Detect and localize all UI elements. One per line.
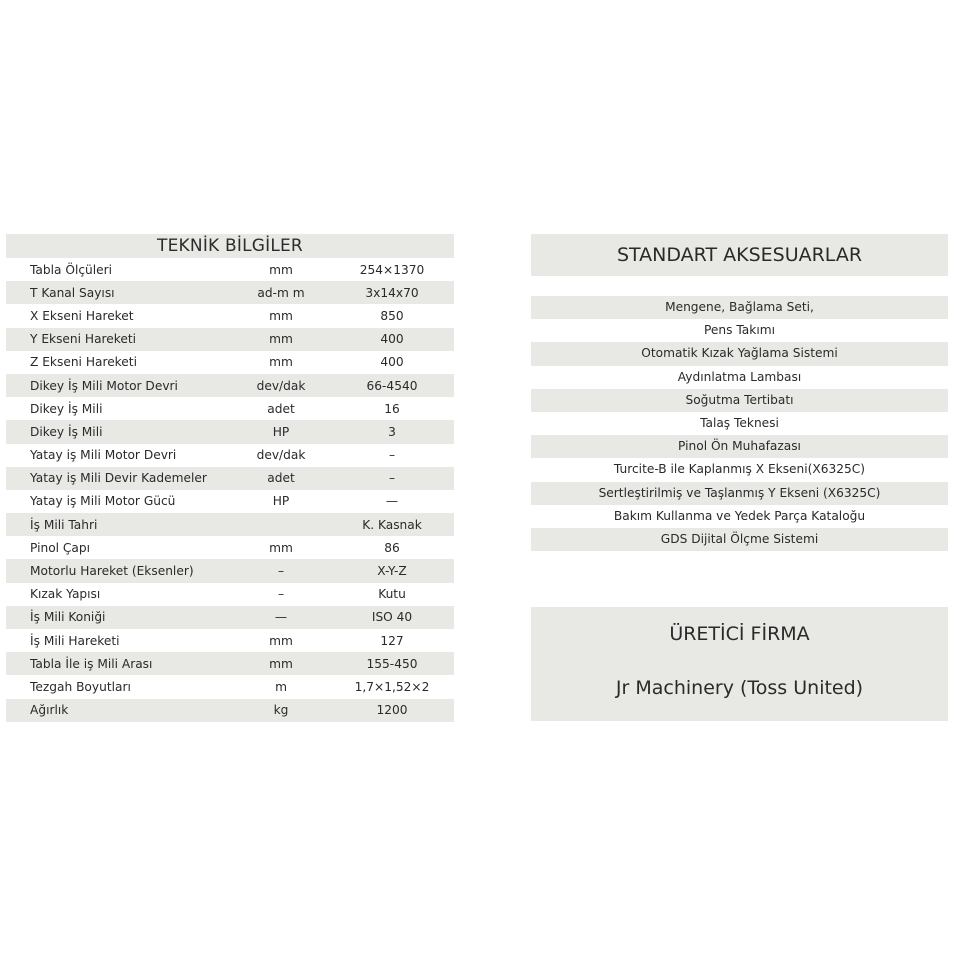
spec-value: 3: [388, 424, 396, 439]
spec-name: Dikey İş Mili Motor Devri: [30, 378, 178, 393]
spec-name: İş Mili Tahri: [30, 517, 98, 532]
accessory-item: Pinol Ön Muhafazası: [531, 435, 948, 458]
spec-unit: mm: [269, 308, 293, 323]
accessory-item: Mengene, Bağlama Seti,: [531, 296, 948, 319]
spec-unit: –: [277, 587, 285, 602]
accessory-item: Talaş Teknesi: [531, 412, 948, 435]
spec-unit: adet: [267, 471, 295, 486]
spec-value: 1200: [376, 703, 408, 718]
spec-unit: HP: [272, 424, 290, 439]
spec-name: Tabla Ölçüleri: [30, 262, 113, 277]
spec-row: [6, 652, 454, 675]
spec-unit: ad-m m: [257, 285, 305, 300]
spec-row: [6, 513, 454, 536]
spec-row: [6, 281, 454, 304]
spec-unit: kg: [273, 703, 289, 718]
spec-name: Pinol Çapı: [30, 540, 91, 555]
spec-name: İş Mili Koniği: [30, 610, 106, 625]
accessories-title: STANDART AKSESUARLAR: [531, 234, 948, 276]
spec-unit: mm: [269, 656, 293, 671]
spec-unit: dev/dak: [256, 378, 306, 393]
spec-value: 254×1370: [359, 262, 425, 277]
spec-value: –: [388, 471, 396, 486]
spec-unit: —: [274, 610, 288, 625]
spec-unit: dev/dak: [256, 448, 306, 463]
accessory-item: Bakım Kullanma ve Yedek Parça Kataloğu: [531, 505, 948, 528]
spec-unit: m: [275, 679, 287, 694]
spec-value: 400: [380, 332, 404, 347]
spec-value: 16: [384, 401, 400, 416]
manufacturer-box: [531, 607, 948, 721]
spec-name: Yatay iş Mili Devir Kademeler: [30, 471, 207, 486]
spec-value: 400: [380, 355, 404, 370]
spec-value: 66-4540: [366, 378, 418, 393]
technical-specs-title: TEKNİK BİLGİLER: [6, 234, 454, 258]
spec-row: [6, 467, 454, 490]
spec-row: [6, 420, 454, 443]
spec-name: X Ekseni Hareket: [30, 308, 134, 323]
spec-value: –: [388, 448, 396, 463]
spec-unit: mm: [269, 633, 293, 648]
spec-row: [6, 444, 454, 467]
spec-name: Dikey İş Mili: [30, 424, 103, 439]
spec-name: Kızak Yapısı: [30, 587, 101, 602]
spec-name: Z Ekseni Hareketi: [30, 355, 137, 370]
spec-value: 127: [380, 633, 404, 648]
accessory-item: Aydınlatma Lambası: [531, 366, 948, 389]
spec-unit: adet: [267, 401, 295, 416]
spec-unit: mm: [269, 540, 293, 555]
spec-name: Y Ekseni Hareketi: [30, 332, 137, 347]
spec-name: Yatay iş Mili Motor Devri: [30, 448, 177, 463]
accessory-item: Turcite-B ile Kaplanmış X Ekseni(X6325C): [531, 458, 948, 481]
spec-value: —: [385, 494, 399, 509]
spec-name: Yatay iş Mili Motor Gücü: [30, 494, 176, 509]
technical-specs-rows: [6, 258, 454, 722]
spec-value: 86: [384, 540, 400, 555]
manufacturer-title: ÜRETİCİ FİRMA: [669, 623, 810, 645]
spec-row: [6, 675, 454, 698]
spec-row: [6, 699, 454, 722]
manufacturer-name: Jr Machinery (Toss United): [615, 677, 864, 699]
accessory-item: Pens Takımı: [531, 319, 948, 342]
spec-row: [6, 374, 454, 397]
spec-value: Kutu: [378, 587, 406, 602]
accessories-list: [531, 296, 948, 551]
spec-row: [6, 559, 454, 582]
spec-row: [6, 328, 454, 351]
accessory-item: GDS Dijital Ölçme Sistemi: [531, 528, 948, 551]
accessory-item: Soğutma Tertibatı: [531, 389, 948, 412]
spec-unit: mm: [269, 262, 293, 277]
spec-name: Dikey İş Mili: [30, 401, 103, 416]
spec-unit: HP: [272, 494, 290, 509]
spec-name: T Kanal Sayısı: [30, 285, 115, 300]
technical-specs-table: [6, 234, 454, 722]
spec-name: Tabla İle iş Mili Arası: [30, 656, 153, 671]
spec-value: 3x14x70: [365, 285, 419, 300]
spec-name: Tezgah Boyutları: [30, 679, 131, 694]
spec-value: X-Y-Z: [377, 564, 407, 579]
spec-name: Ağırlık: [30, 703, 69, 718]
accessory-item: Otomatik Kızak Yağlama Sistemi: [531, 342, 948, 365]
spec-row: [6, 536, 454, 559]
spec-name: İş Mili Hareketi: [30, 633, 120, 648]
spec-value: 155-450: [366, 656, 418, 671]
spec-row: [6, 629, 454, 652]
spec-value: ISO 40: [371, 610, 413, 625]
spec-row: [6, 606, 454, 629]
spec-row: [6, 258, 454, 281]
spec-row: [6, 397, 454, 420]
spec-row: [6, 351, 454, 374]
spec-value: 1,7×1,52×2: [354, 679, 430, 694]
spec-name: Motorlu Hareket (Eksenler): [30, 564, 194, 579]
spec-unit: mm: [269, 355, 293, 370]
spec-row: [6, 490, 454, 513]
accessory-item: Sertleştirilmiş ve Taşlanmış Y Ekseni (X6325C): [531, 482, 948, 505]
spec-row: [6, 583, 454, 606]
spec-unit: –: [277, 564, 285, 579]
spec-value: 850: [380, 308, 404, 323]
spec-row: [6, 304, 454, 327]
spec-value: K. Kasnak: [362, 517, 422, 532]
spec-unit: mm: [269, 332, 293, 347]
